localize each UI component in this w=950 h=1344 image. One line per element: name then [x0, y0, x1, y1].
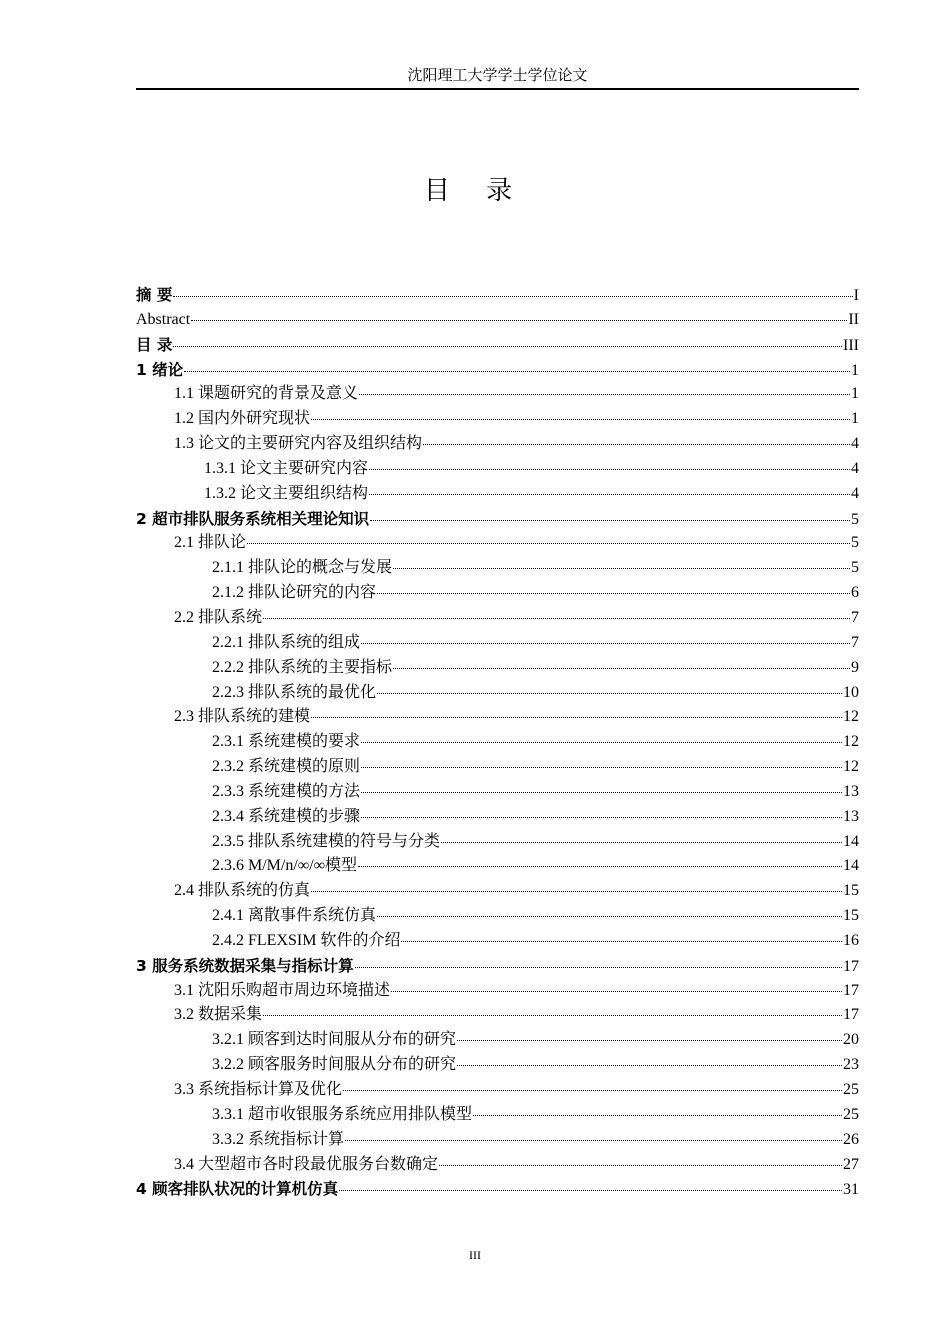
- toc-leader-dots: [345, 1140, 842, 1141]
- toc-entry-page: III: [843, 336, 859, 354]
- toc-entry-page: 10: [843, 683, 859, 701]
- toc-entry-page: 9: [851, 658, 859, 676]
- toc-entry[interactable]: [136, 830, 859, 855]
- page-number: III: [469, 1248, 481, 1262]
- toc-entry[interactable]: [136, 780, 859, 805]
- toc-leader-dots: [377, 593, 850, 594]
- toc-leader-dots: [377, 693, 842, 694]
- toc-leader-dots: [457, 1065, 842, 1066]
- toc-leader-dots: [173, 346, 842, 347]
- toc-entry-title: 2.3.3 系统建模的方法: [212, 782, 361, 800]
- toc-entry-page: 27: [843, 1155, 859, 1173]
- toc-leader-dots: [393, 568, 850, 569]
- toc-entry-page: 7: [851, 608, 859, 626]
- toc-leader-dots: [343, 1090, 842, 1091]
- toc-entry-title: 2.2.1 排队系统的组成: [212, 633, 361, 651]
- toc-entry-page: 16: [843, 931, 859, 949]
- toc-entry-page: 14: [843, 857, 859, 875]
- toc-leader-dots: [457, 1040, 842, 1041]
- toc-entry[interactable]: [136, 1028, 859, 1053]
- toc-entry-title: 2.3.4 系统建模的步骤: [212, 807, 361, 825]
- toc-entry-page: 4: [851, 484, 859, 502]
- toc-entry-page: 7: [851, 633, 859, 651]
- toc-entry-page: 20: [843, 1031, 859, 1049]
- toc-entry[interactable]: [136, 482, 859, 507]
- toc-entry[interactable]: [136, 581, 859, 606]
- toc-entry-page: 23: [843, 1056, 859, 1074]
- toc-entry-page: 1: [851, 410, 859, 428]
- toc-entry[interactable]: [136, 382, 859, 407]
- toc-entry-title: 2.4.1 离散事件系统仿真: [212, 907, 377, 925]
- toc-entry[interactable]: [136, 1003, 859, 1028]
- toc-leader-dots: [247, 543, 850, 544]
- toc-leader-dots: [191, 320, 847, 321]
- toc-entry-page: 4: [851, 459, 859, 477]
- toc-entry[interactable]: [136, 879, 859, 904]
- toc-entry[interactable]: [136, 705, 859, 730]
- toc-entry[interactable]: [136, 407, 859, 432]
- toc-leader-dots: [184, 371, 850, 372]
- toc-entry-page: 12: [843, 733, 859, 751]
- toc-leader-dots: [311, 419, 850, 420]
- toc-entry[interactable]: [136, 755, 859, 780]
- toc-leader-dots: [369, 469, 850, 470]
- toc-leader-dots: [339, 1190, 842, 1191]
- toc-entry-title: 3.1 沈阳乐购超市周边环境描述: [174, 981, 391, 999]
- toc-leader-dots: [369, 494, 850, 495]
- toc-entry-page: 13: [843, 807, 859, 825]
- toc-leader-dots: [377, 916, 842, 917]
- toc-entry[interactable]: [136, 805, 859, 830]
- toc-entry-title: 3.3.1 超市收银服务系统应用排队模型: [212, 1105, 473, 1123]
- toc-entry-title: 2.2.2 排队系统的主要指标: [212, 658, 393, 676]
- toc-entry[interactable]: [136, 333, 859, 358]
- toc-entry-title: 3.2.2 顾客服务时间服从分布的研究: [212, 1056, 457, 1074]
- toc-entry-title: 2.3.2 系统建模的原则: [212, 758, 361, 776]
- toc-entry-title: 1.2 国内外研究现状: [174, 410, 311, 428]
- table-of-contents: [136, 283, 859, 1202]
- toc-entry-title: 3.3 系统指标计算及优化: [174, 1081, 343, 1098]
- toc-leader-dots: [391, 991, 842, 992]
- toc-entry-page: 4: [851, 435, 859, 453]
- toc-entry-title: 3.2 数据采集: [174, 1006, 263, 1024]
- toc-entry-page: 5: [851, 559, 859, 577]
- toc-entry-title: 1.3 论文的主要研究内容及组织结构: [174, 435, 423, 453]
- toc-entry-page: 15: [843, 882, 859, 900]
- toc-entry-title: 1.1 课题研究的背景及意义: [174, 385, 359, 403]
- toc-entry[interactable]: [136, 1078, 859, 1103]
- toc-entry-title: 4 顾客排队状况的计算机仿真: [136, 1180, 339, 1199]
- toc-entry[interactable]: [136, 1103, 859, 1128]
- toc-entry-page: 26: [843, 1130, 859, 1148]
- toc-entry-title: 2 超市排队服务系统相关理论知识: [136, 509, 370, 528]
- toc-leader-dots: [359, 394, 850, 395]
- toc-entry-page: 6: [851, 584, 859, 602]
- toc-entry-title: 3 服务系统数据采集与指标计算: [136, 956, 354, 975]
- toc-entry-title: 2.2 排队系统: [174, 608, 263, 626]
- toc-entry-title: 2.4.2 FLEXSIM 软件的介绍: [212, 931, 401, 949]
- toc-entry[interactable]: [136, 358, 859, 383]
- toc-leader-dots: [311, 717, 842, 718]
- toc-entry-page: 5: [851, 534, 859, 552]
- toc-title: 目 录: [423, 176, 527, 206]
- toc-entry-page: 31: [843, 1181, 859, 1199]
- toc-leader-dots: [173, 296, 852, 297]
- toc-entry-page: 17: [843, 1006, 859, 1024]
- toc-entry[interactable]: [136, 854, 859, 879]
- toc-leader-dots: [358, 866, 842, 867]
- toc-entry-title: 摘 要: [136, 286, 173, 304]
- toc-entry[interactable]: [136, 556, 859, 581]
- toc-entry-title: 3.2.1 顾客到达时间服从分布的研究: [212, 1031, 457, 1049]
- toc-entry-title: 2.3 排队系统的建模: [174, 708, 311, 726]
- toc-entry-title: 2.3.5 排队系统建模的符号与分类: [212, 832, 441, 850]
- toc-leader-dots: [311, 891, 842, 892]
- toc-leader-dots: [263, 1015, 842, 1016]
- toc-entry-page: 12: [843, 708, 859, 726]
- toc-entry[interactable]: [136, 730, 859, 755]
- toc-leader-dots: [361, 742, 842, 743]
- toc-entry[interactable]: [136, 681, 859, 706]
- toc-entry[interactable]: [136, 979, 859, 1004]
- toc-entry-page: II: [848, 310, 859, 328]
- toc-leader-dots: [361, 643, 850, 644]
- toc-leader-dots: [401, 941, 842, 942]
- toc-entry-title: 2.4 排队系统的仿真: [174, 882, 311, 900]
- toc-entry-title: 3.4 大型超市各时段最优服务台数确定: [174, 1155, 439, 1173]
- toc-entry[interactable]: [136, 606, 859, 631]
- toc-entry[interactable]: [136, 904, 859, 929]
- toc-leader-dots: [473, 1115, 842, 1116]
- toc-entry-title: 目 录: [136, 335, 173, 354]
- toc-entry[interactable]: [136, 432, 859, 457]
- toc-leader-dots: [393, 668, 850, 669]
- toc-leader-dots: [355, 967, 842, 968]
- toc-entry-title: 2.3.6 M/M/n/∞/∞模型: [212, 857, 358, 875]
- toc-leader-dots: [370, 520, 850, 521]
- toc-entry-page: 13: [843, 782, 859, 800]
- toc-entry-page: 1: [851, 361, 859, 379]
- toc-entry[interactable]: [136, 457, 859, 482]
- toc-entry-title: 2.1.2 排队论研究的内容: [212, 584, 377, 602]
- toc-entry[interactable]: [136, 929, 859, 954]
- toc-entry-page: 1: [851, 385, 859, 403]
- toc-entry-title: 1 绪论: [136, 360, 184, 379]
- toc-entry-page: 17: [843, 981, 859, 999]
- toc-entry[interactable]: [136, 531, 859, 556]
- toc-entry-title: 2.3.1 系统建模的要求: [212, 733, 361, 751]
- header-rule: [136, 88, 859, 90]
- toc-entry[interactable]: [136, 1128, 859, 1153]
- toc-entry-page: 25: [843, 1105, 859, 1123]
- toc-entry[interactable]: [136, 656, 859, 681]
- toc-entry-page: I: [853, 287, 859, 304]
- toc-entry[interactable]: [136, 631, 859, 656]
- toc-leader-dots: [361, 817, 842, 818]
- toc-entry-title: 2.2.3 排队系统的最优化: [212, 683, 377, 701]
- toc-entry[interactable]: [136, 283, 859, 308]
- toc-entry[interactable]: [136, 1053, 859, 1078]
- toc-entry-title: 1.3.2 论文主要组织结构: [204, 484, 369, 502]
- toc-leader-dots: [361, 792, 842, 793]
- toc-entry[interactable]: [136, 308, 859, 333]
- page-header: 沈阳理工大学学士学位论文: [407, 68, 588, 84]
- toc-leader-dots: [439, 1165, 842, 1166]
- toc-entry-page: 17: [843, 957, 859, 975]
- toc-entry-title: 2.1 排队论: [174, 534, 247, 552]
- toc-entry-title: 1.3.1 论文主要研究内容: [204, 459, 369, 477]
- toc-entry-page: 15: [843, 907, 859, 925]
- toc-entry-page: 25: [843, 1081, 859, 1098]
- toc-entry[interactable]: [136, 1153, 859, 1178]
- toc-entry-title: 3.3.2 系统指标计算: [212, 1130, 345, 1148]
- toc-entry-page: 12: [843, 758, 859, 776]
- toc-leader-dots: [263, 618, 850, 619]
- toc-entry[interactable]: [136, 1177, 859, 1202]
- toc-entry-page: 5: [851, 510, 859, 528]
- toc-leader-dots: [361, 767, 842, 768]
- toc-entry-title: 2.1.1 排队论的概念与发展: [212, 559, 393, 577]
- toc-entry[interactable]: [136, 954, 859, 979]
- toc-leader-dots: [423, 444, 850, 445]
- toc-entry[interactable]: [136, 507, 859, 532]
- toc-entry-page: 14: [843, 832, 859, 850]
- toc-leader-dots: [441, 842, 842, 843]
- toc-entry-title: Abstract: [136, 310, 191, 328]
